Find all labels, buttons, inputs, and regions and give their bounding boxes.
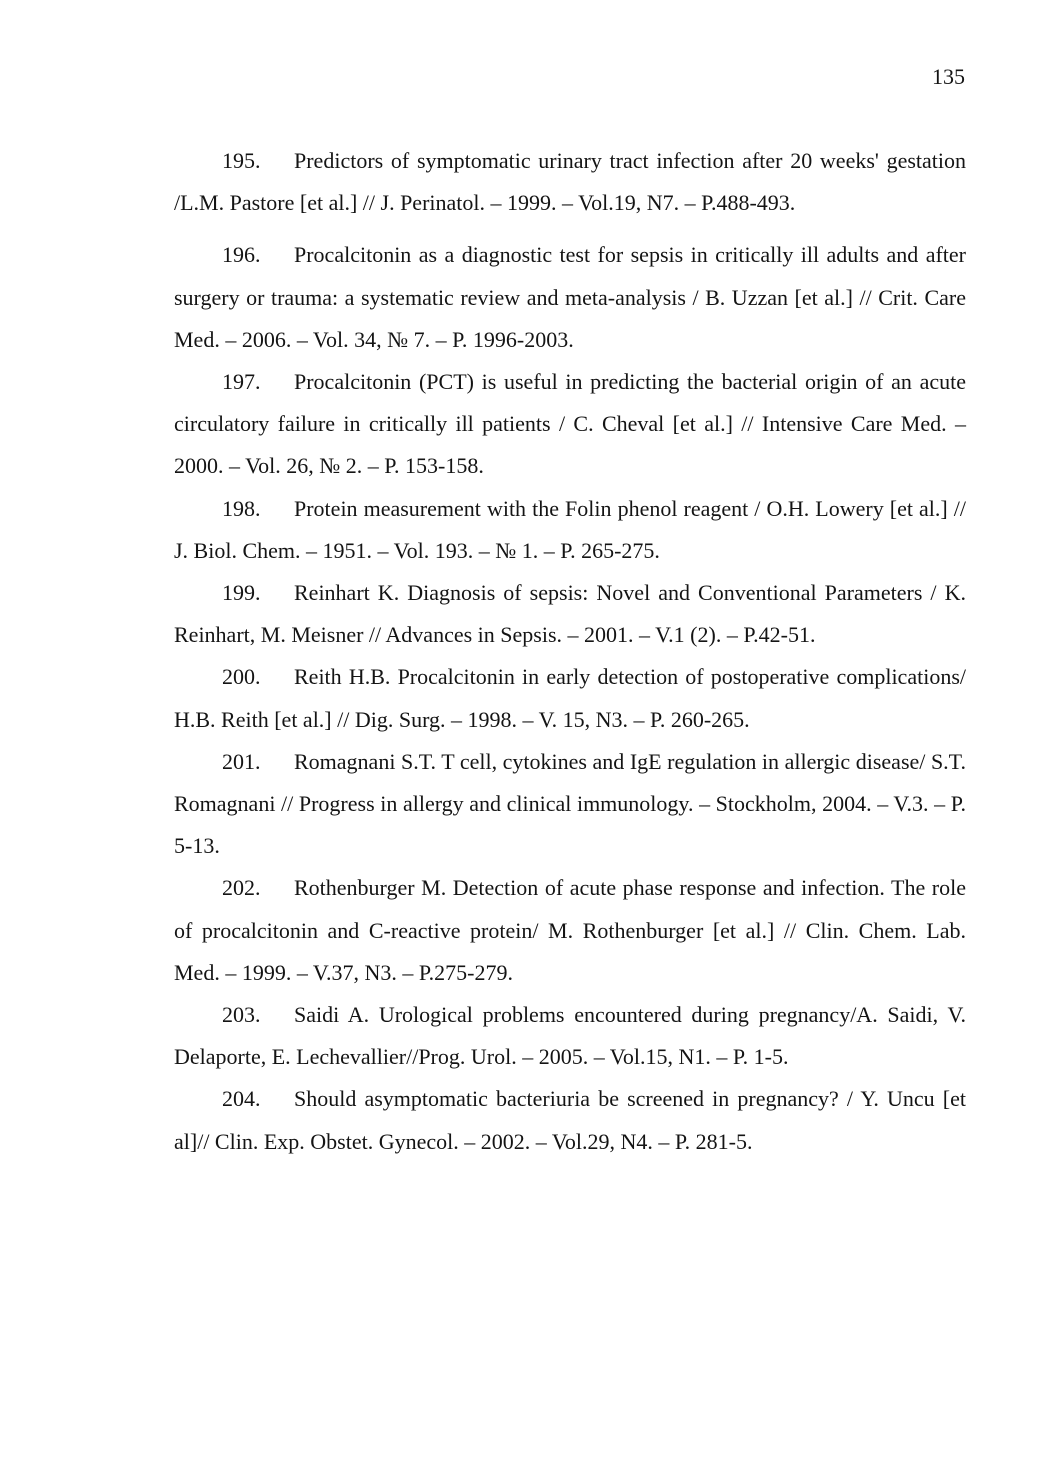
reference-text: Romagnani S.T. T cell, cytokines and IgE regulation in allergic disease/ S.T. Romagnani // Progress in allergy and clinical immunology. – Stockholm, 2004. – V.3. – P. 5-13.	[174, 748, 966, 859]
reference-number: 201.	[222, 748, 261, 774]
reference-item	[174, 867, 966, 994]
reference-text: Protein measurement with the Folin phenol reagent / O.H. Lowery [et al.] // J. Biol. Chem. – 1951. – Vol. 193. – № 1. – P. 265-275.	[174, 495, 966, 563]
reference-number: 203.	[222, 1002, 261, 1028]
reference-item	[174, 656, 966, 740]
reference-number: 202.	[222, 875, 261, 901]
reference-text: Rothenburger M. Detection of acute phase response and infection. The role of procalcitonin and C-reactive protein/ M. Rothenburger [et al.] // Clin. Chem. Lab. Med. – 1999. – V.37, N3. – P.275-279.	[174, 875, 966, 985]
reference-text: Procalcitonin as a diagnostic test for sepsis in critically ill adults and after surgery or trauma: a systematic review and meta-analysis / B. Uzzan [et al.] // Crit. Care Med. – 2006. – Vol. 34, № 7. – P. 1996-2003.	[174, 242, 966, 352]
reference-number: 200.	[222, 664, 261, 690]
reference-item	[174, 234, 966, 361]
reference-text: Should asymptomatic bacteriuria be screened in pregnancy? / Y. Uncu [et al]// Clin. Exp. Obstet. Gynecol. – 2002. – Vol.29, N4. – P. 281-5.	[174, 1086, 966, 1154]
reference-list	[174, 140, 966, 1163]
reference-text: Saidi A. Urological problems encountered during pregnancy/A. Saidi, V. Delaporte, E. Lechevallier//Prog. Urol. – 2005. – Vol.15, N1. – P. 1-5.	[174, 1002, 966, 1070]
reference-item	[174, 361, 966, 488]
reference-item	[174, 140, 966, 224]
reference-number: 198.	[222, 495, 261, 521]
reference-item	[174, 741, 966, 868]
reference-number: 196.	[222, 242, 261, 268]
reference-text: Procalcitonin (PCT) is useful in predicting the bacterial origin of an acute circulatory failure in critically ill patients / C. Cheval [et al.] // Intensive Care Med. – 2000. – Vol. 26, № 2. – P. 153-158.	[174, 369, 966, 479]
reference-item	[174, 994, 966, 1078]
reference-number: 197.	[222, 369, 261, 395]
reference-number: 199.	[222, 580, 261, 606]
reference-number: 195.	[222, 148, 261, 173]
reference-number: 204.	[222, 1086, 261, 1112]
reference-item	[174, 488, 966, 572]
reference-item	[174, 572, 966, 656]
reference-text: Reith H.B. Procalcitonin in early detection of postoperative complications/ H.B. Reith [et al.] // Dig. Surg. – 1998. – V. 15, N3. – P. 260-265.	[174, 664, 966, 732]
reference-text: Reinhart K. Diagnosis of sepsis: Novel and Conventional Parameters / K. Reinhart, M. Meisner // Advances in Sepsis. – 2001. – V.1 (2). – P.42-51.	[174, 580, 966, 648]
reference-item	[174, 1078, 966, 1162]
reference-text: Predictors of symptomatic urinary tract infection after 20 weeks' gestation /L.M. Pastore [et al.] // J. Perinatol. – 1999. – Vol.19, N7. – P.488-493.	[174, 148, 966, 216]
page-number: 135	[932, 64, 965, 89]
